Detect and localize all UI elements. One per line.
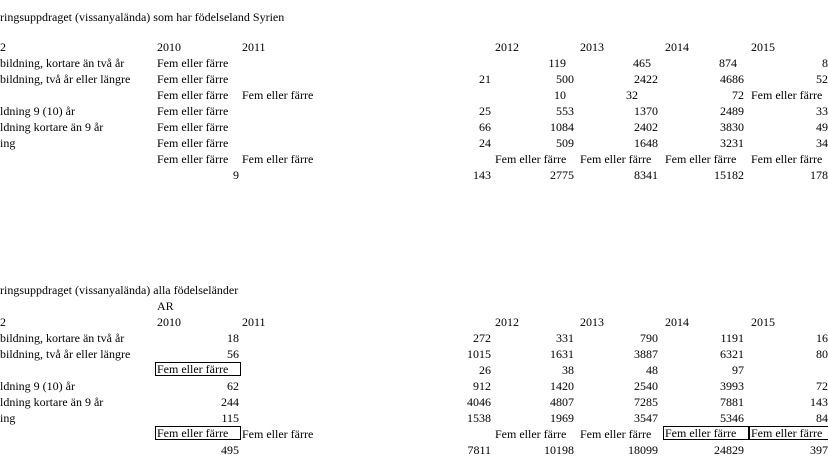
s2-row-6-2016-boxed-cell[interactable]: Fem eller färre (749, 426, 828, 440)
section-2-year-2013: 2013 (580, 315, 604, 329)
s2-row-1-2010: 56 (227, 347, 239, 361)
s1-row-7-2015: 15182 (714, 168, 744, 182)
s2-row-3-2015: 3993 (720, 379, 744, 393)
s2-row-4-2013: 4807 (550, 395, 574, 409)
s1-row-2-2015: Fem eller färre (751, 88, 823, 102)
s1-row-4-2012: 66 (479, 120, 491, 134)
s1-row-7-2012: 143 (473, 168, 491, 182)
s2-row-5-2016: 84 (816, 411, 828, 425)
s2-row-5-2015: 5346 (720, 411, 744, 425)
s2-row-1-2013: 1631 (550, 347, 574, 361)
s2-row-7-2015: 24829 (714, 443, 744, 457)
s1-row-4-2016: 49 (816, 120, 828, 134)
s1-row-3-2013: 553 (556, 104, 574, 118)
s2-row-4-2014: 7285 (634, 395, 658, 409)
s1-row-0-2013: 119 (548, 56, 566, 70)
s1-row-5-2014: 1648 (634, 136, 658, 150)
s1-row-3-label: ldning 9 (10) år (0, 104, 75, 118)
s1-row-0-2010: Fem eller färre (157, 56, 229, 70)
section-2-year-2014: 2014 (665, 315, 689, 329)
s2-row-1-2012: 1015 (467, 347, 491, 361)
s1-row-0-2014: 465 (633, 56, 651, 70)
s2-row-3-2016: 72 (816, 379, 828, 393)
s2-row-4-2012: 4046 (467, 395, 491, 409)
s1-row-1-2010: Fem eller färre (157, 72, 229, 86)
s2-row-4-2010: 244 (221, 395, 239, 409)
s2-row-4-2016: 143 (810, 395, 828, 409)
s1-row-2-2014: 72 (732, 88, 744, 102)
s2-row-0-2016: 16 (816, 331, 828, 345)
s2-row-5-2014: 3547 (634, 411, 658, 425)
s1-row-2-2011: Fem eller färre (242, 88, 314, 102)
section-2-title: ringsuppdraget (vissanyalända) alla födelseländer (0, 283, 239, 297)
s1-row-5-2015: 3231 (720, 136, 744, 150)
s2-row-5-label: ing (0, 411, 16, 425)
s1-row-6-2014: Fem eller färre (665, 152, 737, 166)
s2-row-2-2010-selected-cell[interactable]: Fem eller färre (155, 362, 241, 376)
s2-row-6-2013: Fem eller färre (495, 427, 567, 441)
s2-row-2-2014: 48 (646, 363, 658, 377)
section-1-label-header: 2 (0, 40, 6, 54)
s2-row-1-2016: 80 (816, 347, 828, 361)
section-2-subheader: AR (157, 299, 174, 313)
s2-row-6-2011: Fem eller färre (242, 427, 314, 441)
s1-row-2-2010: Fem eller färre (157, 88, 229, 102)
section-1-year-2015: 2015 (751, 40, 775, 54)
s2-row-3-label: ldning 9 (10) år (0, 379, 75, 393)
s1-row-6-2010: Fem eller färre (157, 152, 229, 166)
s1-row-4-label: ldning kortare än 9 år (0, 120, 104, 134)
s2-row-3-2010: 62 (227, 379, 239, 393)
s2-row-2-2013: 38 (562, 363, 574, 377)
s1-row-1-2015: 4686 (720, 72, 744, 86)
s2-row-3-2012: 912 (473, 379, 491, 393)
s2-row-4-label: ldning kortare än 9 år (0, 395, 104, 409)
s1-row-7-2016: 178 (810, 168, 828, 182)
s2-row-7-2013: 10198 (544, 443, 574, 457)
s2-row-3-2013: 1420 (550, 379, 574, 393)
section-1-year-2011: 2011 (242, 40, 266, 54)
section-1-year-2010: 2010 (157, 40, 181, 54)
s2-row-1-label: bildning, två år eller längre (0, 347, 131, 361)
s1-row-6-2013: Fem eller färre (580, 152, 652, 166)
s2-row-2-2012: 26 (479, 363, 491, 377)
s2-row-6-2014: Fem eller färre (580, 427, 652, 441)
s1-row-4-2014: 2402 (634, 120, 658, 134)
s1-row-4-2010: Fem eller färre (157, 120, 229, 134)
s2-row-1-2014: 3887 (634, 347, 658, 361)
section-2-year-2011: 2011 (242, 315, 266, 329)
s2-row-0-2014: 790 (640, 331, 658, 345)
s1-row-6-2012: Fem eller färre (495, 152, 567, 166)
s1-row-4-2015: 3830 (720, 120, 744, 134)
s1-row-2-2013: 32 (626, 88, 638, 102)
s2-row-0-2010: 18 (227, 331, 239, 345)
s2-row-0-2012: 272 (473, 331, 491, 345)
s2-row-0-2013: 331 (556, 331, 574, 345)
section-1-year-2012: 2012 (495, 40, 519, 54)
s1-row-5-2012: 24 (479, 136, 491, 150)
s1-row-0-2016: 8 (822, 56, 828, 70)
section-1-year-2014: 2014 (665, 40, 689, 54)
s1-row-5-2010: Fem eller färre (157, 136, 229, 150)
section-1-year-2013: 2013 (580, 40, 604, 54)
s2-row-5-2012: 1538 (467, 411, 491, 425)
s1-row-6-2015: Fem eller färre (751, 152, 823, 166)
s2-row-7-2012: 7811 (467, 443, 491, 457)
s1-row-1-2014: 2422 (634, 72, 658, 86)
section-2-year-2012: 2012 (495, 315, 519, 329)
s2-row-2-2015: 97 (732, 363, 744, 377)
s2-row-7-2014: 18099 (628, 443, 658, 457)
s2-row-0-2015: 1191 (720, 331, 744, 345)
s2-row-6-2010-boxed-cell[interactable]: Fem eller färre (155, 426, 241, 440)
s2-row-0-label: bildning, kortare än två år (0, 331, 125, 345)
section-2-year-2010: 2010 (157, 315, 181, 329)
s1-row-4-2013: 1084 (550, 120, 574, 134)
s1-row-5-2016: 34 (816, 136, 828, 150)
s1-row-0-2015: 874 (719, 56, 737, 70)
s1-row-1-2016: 52 (816, 72, 828, 86)
s1-row-3-2015: 2489 (720, 104, 744, 118)
s1-row-3-2010: Fem eller färre (157, 104, 229, 118)
section-1-title: ringsuppdraget (vissanyalända) som har födelseland Syrien (0, 10, 285, 24)
s1-row-3-2016: 33 (816, 104, 828, 118)
s1-row-0-label: bildning, kortare än två år (0, 56, 125, 70)
s2-row-4-2015: 7881 (720, 395, 744, 409)
s2-row-5-2010: 115 (221, 411, 239, 425)
s2-row-7-2010: 495 (221, 443, 239, 457)
section-2-label-header: 2 (0, 315, 6, 329)
s1-row-3-2012: 25 (479, 104, 491, 118)
s2-row-5-2013: 1969 (550, 411, 574, 425)
s1-row-6-2011: Fem eller färre (242, 152, 314, 166)
s1-row-5-2013: 509 (556, 136, 574, 150)
s2-row-6-2015-boxed-cell[interactable]: Fem eller färre (663, 426, 749, 440)
s1-row-7-2014: 8341 (634, 168, 658, 182)
s1-row-1-2013: 500 (556, 72, 574, 86)
s1-row-3-2014: 1370 (634, 104, 658, 118)
s1-row-5-label: ing (0, 136, 16, 150)
s1-row-1-label: bildning, två år eller längre (0, 72, 131, 86)
s1-row-2-2012: 10 (554, 88, 566, 102)
s1-row-7-2010: 9 (233, 168, 239, 182)
section-2-year-2015: 2015 (751, 315, 775, 329)
s2-row-7-2016: 397 (810, 443, 828, 457)
s1-row-7-2013: 2775 (550, 168, 574, 182)
s2-row-1-2015: 6321 (720, 347, 744, 361)
s2-row-3-2014: 2540 (634, 379, 658, 393)
s1-row-1-2012: 21 (479, 72, 491, 86)
